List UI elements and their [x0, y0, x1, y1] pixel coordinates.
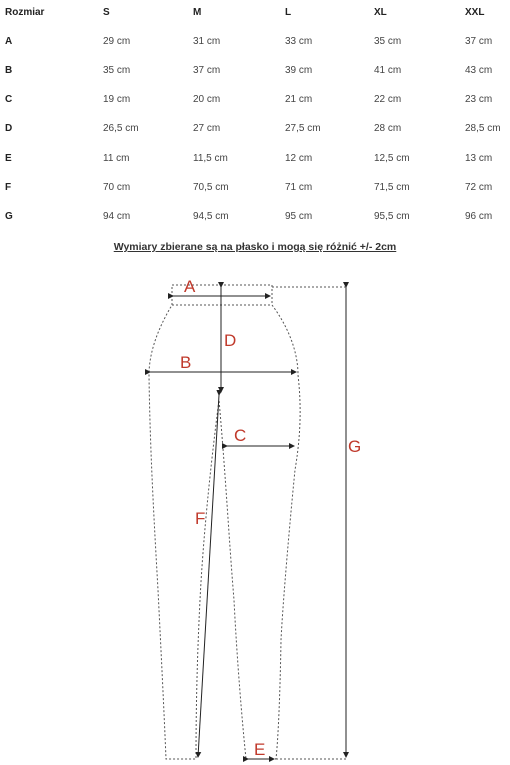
table-cell: 19 cm: [103, 94, 131, 105]
table-cell: 94 cm: [103, 211, 131, 222]
leggings-diagram: [0, 270, 510, 765]
table-cell: 26,5 cm: [103, 123, 139, 134]
table-cell: 39 cm: [285, 65, 313, 76]
table-cell: 27,5 cm: [285, 123, 321, 134]
table-cell: 95 cm: [285, 211, 313, 222]
table-cell: 71 cm: [285, 182, 313, 193]
table-cell: 12,5 cm: [374, 153, 410, 164]
table-cell: 28,5 cm: [465, 123, 501, 134]
row-label: C: [5, 94, 13, 105]
label-f: F: [195, 509, 206, 528]
label-c: C: [234, 426, 247, 445]
row-label: E: [5, 153, 12, 164]
header-xxl: XXL: [465, 7, 485, 18]
label-d: D: [224, 331, 237, 350]
table-cell: 33 cm: [285, 36, 313, 47]
table-cell: 70 cm: [103, 182, 131, 193]
table-cell: 21 cm: [285, 94, 313, 105]
row-label: F: [5, 182, 12, 193]
table-cell: 31 cm: [193, 36, 221, 47]
measurement-note: Wymiary zbierane są na płasko i mogą się różnić +/- 2cm: [113, 241, 397, 253]
row-label: B: [5, 65, 13, 76]
table-cell: 35 cm: [103, 65, 131, 76]
table-cell: 37 cm: [193, 65, 221, 76]
table-cell: 72 cm: [465, 182, 493, 193]
header-l: L: [285, 7, 292, 18]
label-a: A: [184, 277, 196, 296]
leggings-outline: [149, 285, 300, 759]
header-m: M: [193, 7, 202, 18]
row-label: A: [5, 36, 13, 47]
table-cell: 13 cm: [465, 153, 493, 164]
table-cell: 37 cm: [465, 36, 493, 47]
table-cell: 41 cm: [374, 65, 402, 76]
table-cell: 35 cm: [374, 36, 402, 47]
label-e: E: [254, 740, 266, 759]
table-cell: 11,5 cm: [193, 153, 228, 164]
row-label: D: [5, 123, 13, 134]
table-cell: 95,5 cm: [374, 211, 410, 222]
table-cell: 70,5 cm: [193, 182, 229, 193]
header-rozmiar: Rozmiar: [5, 7, 45, 18]
guide-lines: [272, 287, 346, 759]
table-cell: 29 cm: [103, 36, 131, 47]
table-cell: 71,5 cm: [374, 182, 410, 193]
label-g: G: [348, 437, 362, 456]
table-cell: 96 cm: [465, 211, 493, 222]
table-cell: 43 cm: [465, 65, 493, 76]
size-table: [0, 0, 510, 232]
table-cell: 22 cm: [374, 94, 402, 105]
header-s: S: [103, 7, 110, 18]
table-cell: 27 cm: [193, 123, 221, 134]
table-cell: 20 cm: [193, 94, 221, 105]
measure-f-line: [198, 395, 219, 757]
table-cell: 28 cm: [374, 123, 402, 134]
table-cell: 11 cm: [103, 153, 130, 164]
label-b: B: [180, 353, 192, 372]
table-cell: 12 cm: [285, 153, 313, 164]
row-label: G: [5, 211, 13, 222]
table-cell: 23 cm: [465, 94, 493, 105]
table-cell: 94,5 cm: [193, 211, 229, 222]
header-xl: XL: [374, 7, 387, 18]
